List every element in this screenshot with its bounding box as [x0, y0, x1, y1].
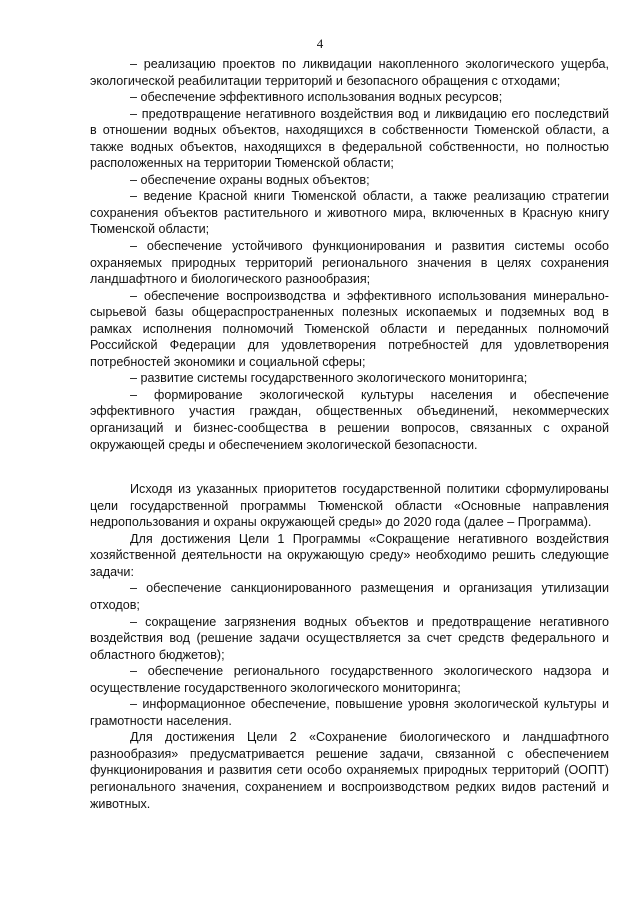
priority-item: – обеспечение эффективного использования водных ресурсов; [130, 90, 503, 105]
priority-item: – обеспечение устойчивого функционирования и развития системы особо охраняемых природных территорий регионального значения в целях сохранения ландшафтного и биологического разнообразия; [90, 239, 609, 287]
page-number: 4 [316, 36, 324, 51]
priority-item: – предотвращение негативного воздействия вод и ликвидацию его последствий в отношении водных объектов, находящихся в собственности Тюменской области, а также водных объектов, находящихся в федеральной собственности, но полностью расположенных на территории Тюменской области; [90, 106, 609, 171]
goal1-task-item: – сокращение загрязнения водных объектов и предотвращение негативного воздействия вод (решение задачи осуществляется за счет средств федерального и областного бюджетов); [90, 614, 609, 662]
paragraph-spacer [90, 453, 609, 481]
priority-item: – обеспечение воспроизводства и эффективного использования минерально-сырьевой базы общераспространенных полезных ископаемых и подземных вод в рамках исполнения полномочий Тюменской области и переданных полномочий Российской Федерации для удовлетворения потребностей для удовлетворения потребностей экономики и социальной сферы; [90, 288, 609, 369]
goals-intro-paragraph: Исходя из указанных приоритетов государственной политики сформулированы цели государственной программы Тюменской области «Основные направления недропользования и охраны окружающей среды» до 2020 года (далее – Программа). [90, 482, 609, 530]
goal2-paragraph: Для достижения Цели 2 «Сохранение биологического и ландшафтного разнообразия» предусматривается решение задачи, связанной с обеспечением функционирования и развития сети особо охраняемых природных территорий (ООПТ) регионального значения, сохранением и воспроизводством редких видов растений и животных. [90, 730, 609, 811]
goal1-intro-paragraph: Для достижения Цели 1 Программы «Сокращение негативного воздействия хозяйственной деятельности на окружающую среду» необходимо решить следующие задачи: [90, 531, 609, 579]
goal1-task-item: – обеспечение санкционированного размещения и организация утилизации отходов; [90, 581, 609, 612]
priority-item: – развитие системы государственного экологического мониторинга; [130, 371, 528, 386]
priority-item: – формирование экологической культуры населения и обеспечение эффективного участия граждан, общественных объединений, некоммерческих организаций и бизнес-сообщества в решении вопросов, связанных с охраной окружающей среды и обеспечением экологической безопасности. [90, 387, 609, 452]
priority-item: – обеспечение охраны водных объектов; [130, 172, 370, 187]
goal1-task-item: – информационное обеспечение, повышение уровня экологической культуры и грамотности населения. [90, 697, 609, 728]
priority-item: – реализацию проектов по ликвидации накопленного экологического ущерба, экологической реабилитации территорий и безопасного обращения с отходами; [90, 57, 609, 88]
goal1-task-item: – обеспечение регионального государственного экологического надзора и осуществление государственного экологического мониторинга; [90, 664, 609, 695]
priority-item: – ведение Красной книги Тюменской области, а также реализацию стратегии сохранения объектов растительного и животного мира, включенных в Красную книгу Тюменской области; [90, 189, 609, 237]
page-body [90, 56, 609, 812]
